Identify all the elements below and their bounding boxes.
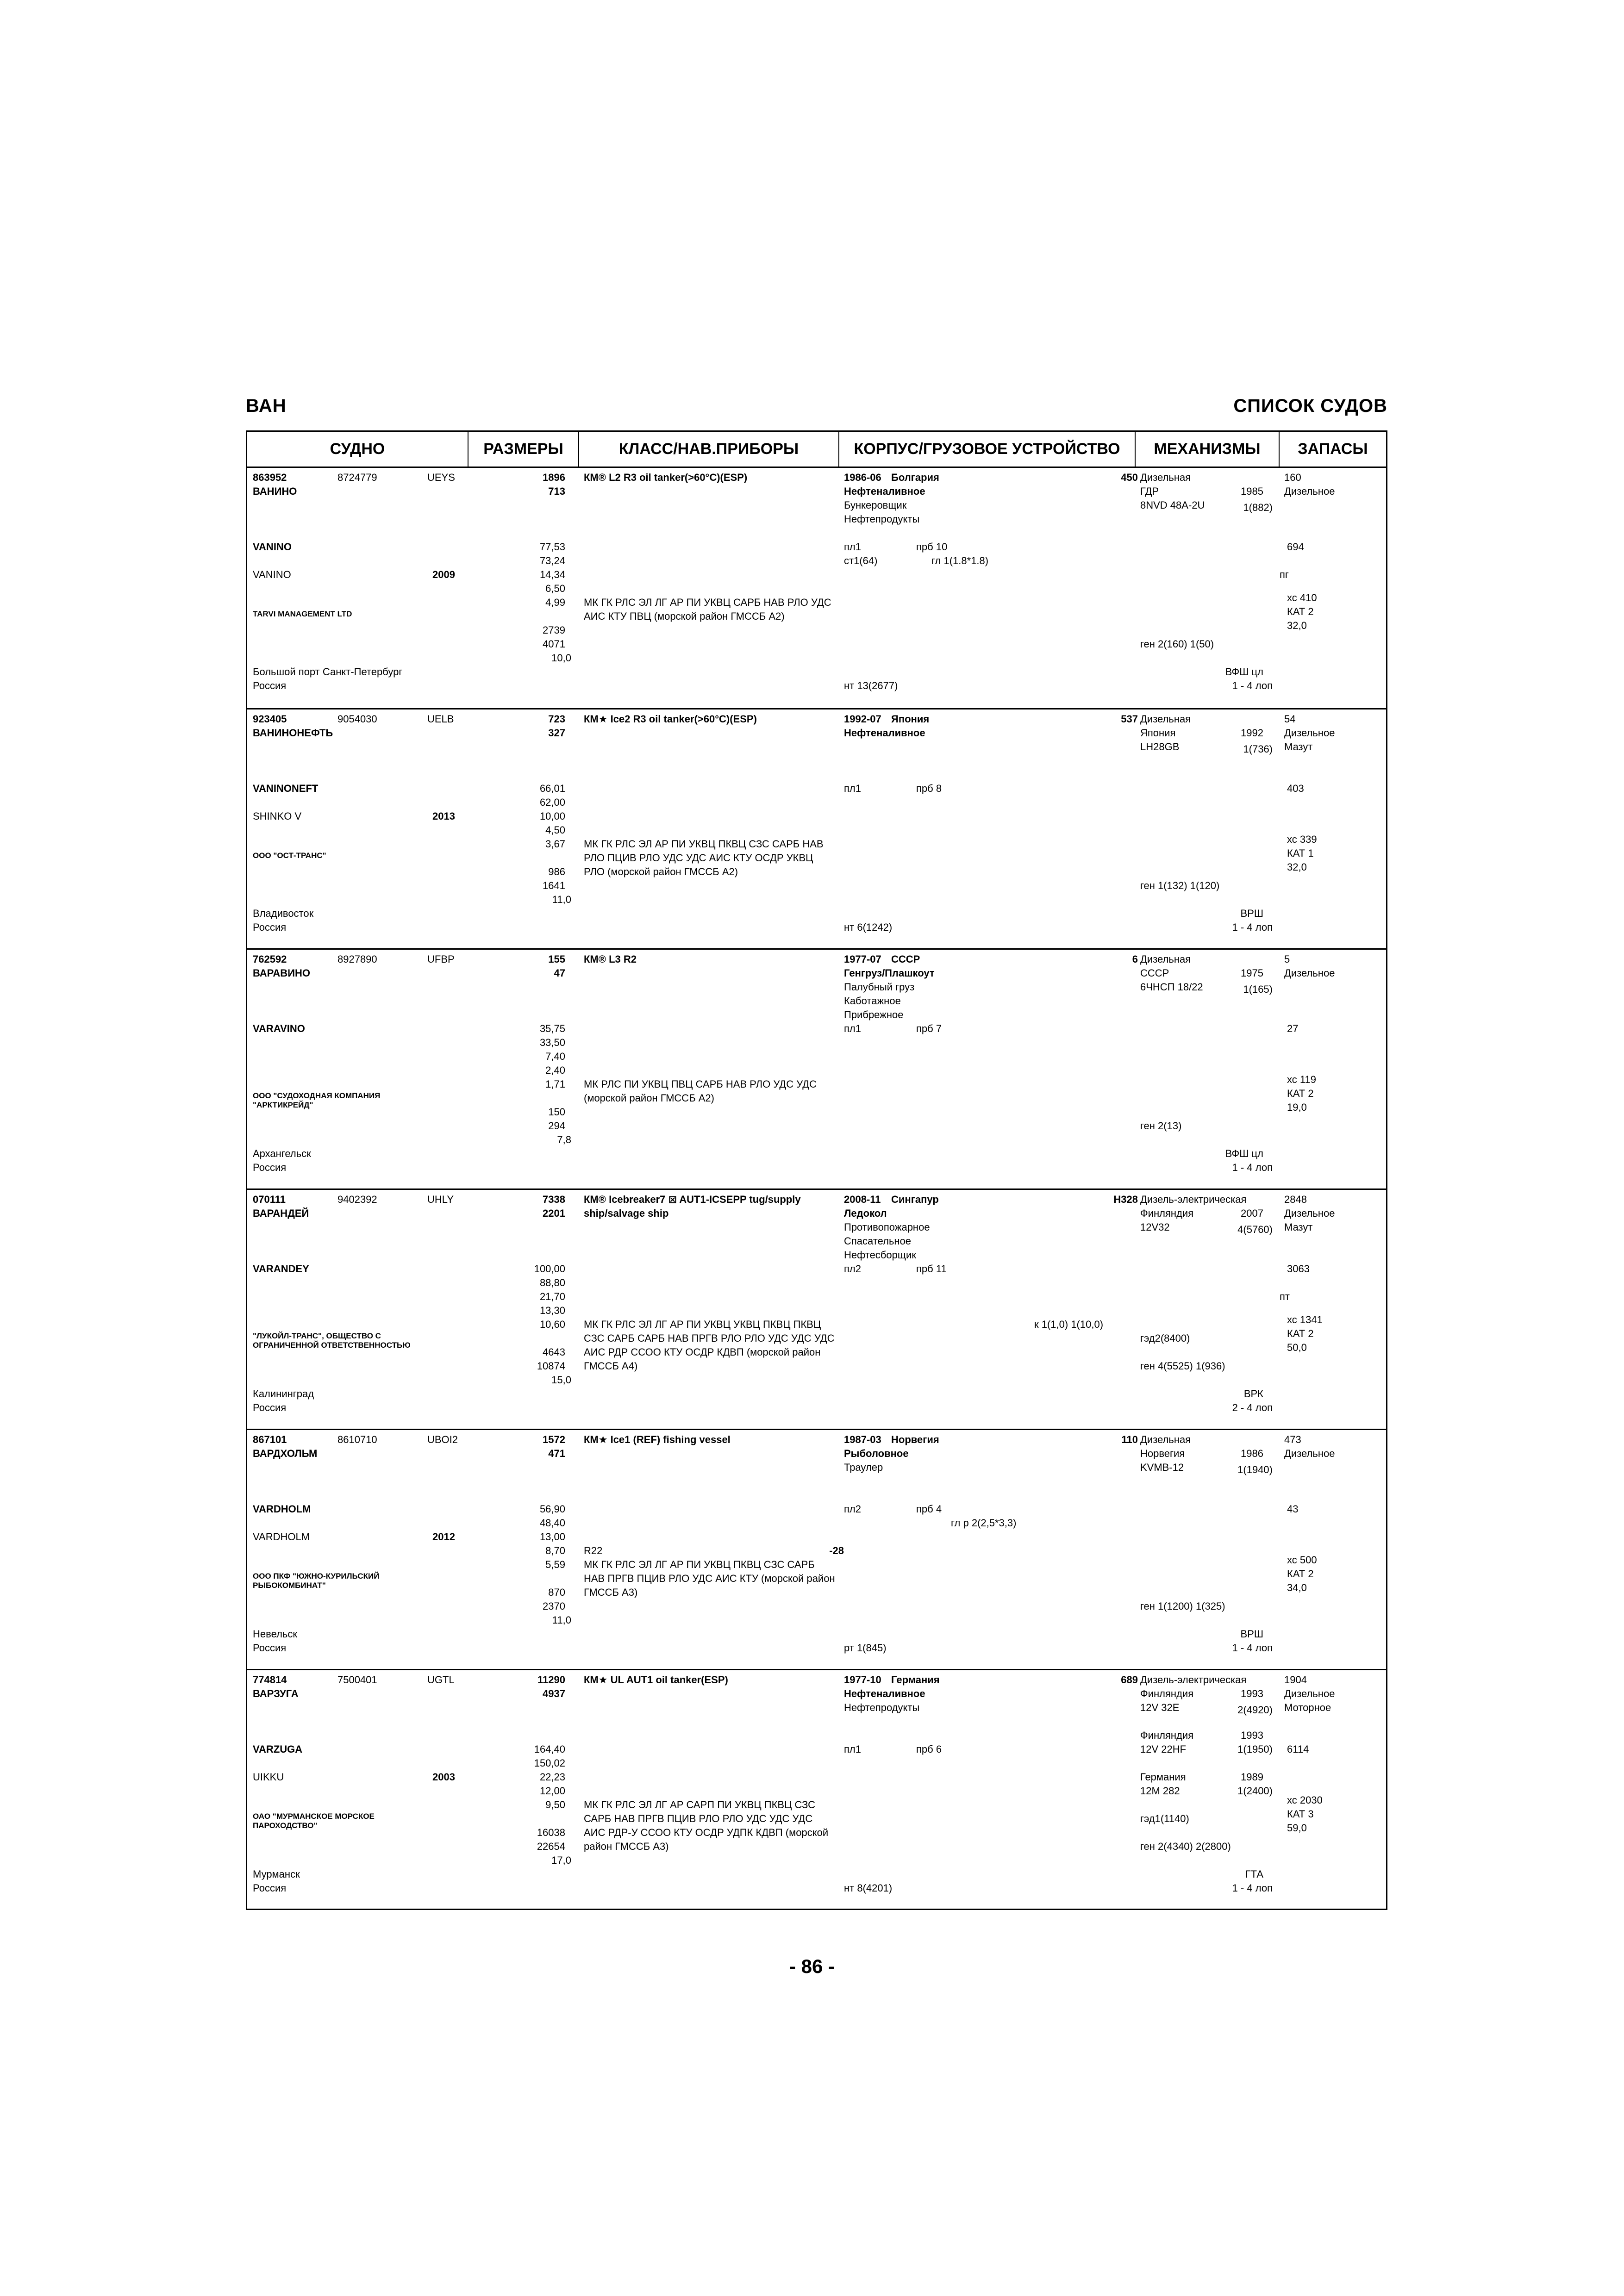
dimension-value: 3,67 [545, 838, 565, 850]
fuel-type: Мазут [1284, 1221, 1313, 1233]
fuel-type: Дизельное [1284, 727, 1335, 739]
engine-power: 1(882) [1243, 502, 1273, 513]
former-name: SHINKO V [253, 810, 302, 822]
gross-tonnage: 155 [548, 953, 565, 965]
build-date: 1977-07 [844, 953, 881, 965]
generators: ген 4(5525) 1(936) [1140, 1360, 1225, 1372]
deadweight-value: 2370 [543, 1600, 565, 1612]
ship-type: Нефтепродукты [844, 1702, 920, 1713]
ship-name-lat: VANINO [253, 541, 292, 553]
col-header-class: КЛАСС/НАВ.ПРИБОРЫ [579, 432, 839, 467]
engine-model: 12V 32E [1140, 1702, 1180, 1713]
col-header-dimensions: РАЗМЕРЫ [468, 432, 579, 467]
ship-name-lat: VARAVINO [253, 1023, 305, 1034]
build-date: 1977-10 [844, 1674, 881, 1686]
flag-country: Россия [253, 1162, 287, 1173]
holds: прб 11 [916, 1263, 947, 1275]
ship-type: Траулер [844, 1462, 883, 1473]
ship-record [247, 1669, 1386, 1909]
class-notation: КМ★ Ice1 (REF) fishing vessel [584, 1434, 731, 1445]
engine-power: 1(1940) [1237, 1464, 1273, 1475]
decks: пл1 [844, 1023, 861, 1034]
engine-year: 1989 [1241, 1771, 1263, 1783]
builder-country: СССР [891, 953, 920, 965]
build-date: 1986-06 [844, 472, 881, 483]
gross-tonnage: 1896 [543, 472, 565, 483]
propeller-blades: 1 - 4 лоп [1232, 1162, 1273, 1173]
dimension-value: 21,70 [539, 1291, 565, 1302]
ship-name-ru: ВАНИНОНЕФТЬ [253, 727, 333, 739]
engine-model: 12M 282 [1140, 1785, 1180, 1797]
net-tonnage: 47 [554, 967, 565, 979]
ship-type: Нефтеналивное [844, 1688, 925, 1699]
builder-country: Германия [891, 1674, 940, 1686]
imo-number: 8610710 [337, 1434, 377, 1445]
dimension-value: 22,23 [539, 1771, 565, 1783]
owner: ОАО "МУРМАНСКОЕ МОРСКОЕ ПАРОХОДСТВО" [253, 1812, 375, 1830]
class-notation: КМ★ UL AUT1 oil tanker(ESP) [584, 1674, 728, 1686]
col-header-reserves: ЗАПАСЫ [1298, 440, 1368, 458]
deadweight-value: 16038 [537, 1827, 565, 1838]
decks: пл1 [844, 541, 861, 553]
water-capacity: 6114 [1287, 1743, 1309, 1755]
engine-country: Финляндия [1140, 1688, 1194, 1699]
builder-country: Норвегия [891, 1434, 939, 1445]
reserve-value: хс 410 [1287, 592, 1317, 604]
imo-number: 9402392 [337, 1194, 377, 1205]
ship-register-table [246, 430, 1387, 1910]
dimension-value: 7,40 [545, 1051, 565, 1062]
dimension-value: 8,70 [545, 1545, 565, 1556]
decks: пл2 [844, 1263, 861, 1275]
engine-model: 6ЧНСП 18/22 [1140, 981, 1203, 993]
dimension-value: 4,99 [545, 597, 565, 608]
reg-number: 923405 [253, 713, 287, 725]
class-notation: КМ® Icebreaker7 ⊠ AUT1-ICSEPP tug/supply ship/salvage ship [584, 1194, 801, 1219]
dimension-value: 14,34 [539, 569, 565, 580]
holds: прб 6 [916, 1743, 942, 1755]
dimension-value: 2,40 [545, 1064, 565, 1076]
engine-power: 1(1950) [1237, 1743, 1273, 1755]
ship-type: Спасательное [844, 1235, 912, 1247]
propeller-blades: 2 - 4 лоп [1232, 1402, 1273, 1413]
ship-type: Ледокол [844, 1207, 887, 1219]
propeller: ВРШ [1240, 1628, 1263, 1640]
fuel-type: Дизельное [1284, 485, 1335, 497]
dimension-value: 77,53 [539, 541, 565, 553]
reserve-value: 32,0 [1287, 861, 1307, 873]
reserve-value: КАТ 3 [1287, 1808, 1314, 1820]
reg-number: 774814 [253, 1674, 287, 1686]
ship-record [247, 708, 1386, 948]
cargo-gear: -28 [829, 1545, 844, 1556]
build-date: 1992-07 [844, 713, 881, 725]
ship-type: Каботажное [844, 995, 901, 1007]
hull-number: 689 [1121, 1674, 1138, 1686]
generators: ген 2(160) 1(50) [1140, 638, 1214, 650]
engine-power: 1(165) [1243, 983, 1273, 995]
propeller: ВФШ цл [1225, 1148, 1263, 1159]
hull-number: 110 [1121, 1434, 1138, 1445]
build-date: 2008-11 [844, 1194, 881, 1205]
water-capacity: 27 [1287, 1023, 1299, 1034]
water-unit: пт [1280, 1291, 1290, 1302]
fuel-type: Моторное [1284, 1702, 1331, 1713]
reserve-value: 19,0 [1287, 1101, 1307, 1113]
deadweight-value: 870 [548, 1587, 565, 1598]
fuel-capacity: 5 [1284, 953, 1290, 965]
engine-year: 1986 [1241, 1448, 1263, 1459]
nav-equipment: МК ГК РЛС ЭЛ ЛГ АР САРП ПИ УКВЦ ПКВЦ СЗС САРБ НАВ ПРГВ ПЦИВ РЛО РЛО УДС УДС УДС АИС РДР-У ССОО КТУ ОСДР УДПК КДВП (морской район ГМССБ А3) [584, 1799, 829, 1852]
speed: 11,0 [552, 1614, 571, 1626]
home-port: Большой порт Санкт-Петербург [253, 666, 403, 678]
reserve-value: КАТ 1 [1287, 847, 1314, 859]
deadweight-value: 2739 [543, 624, 565, 636]
holds: прб 8 [916, 783, 942, 794]
decks: пл1 [844, 783, 861, 794]
reserve-value: хс 500 [1287, 1554, 1317, 1566]
speed: 17,0 [551, 1854, 571, 1866]
ship-name-lat: VANINONEFT [253, 783, 319, 794]
deadweight-value: 150 [548, 1106, 565, 1118]
gross-tonnage: 1572 [543, 1434, 565, 1445]
hull-number: Н328 [1113, 1194, 1138, 1205]
reg-number: 762592 [253, 953, 287, 965]
home-port: Мурманск [253, 1868, 300, 1880]
generators: ген 2(13) [1140, 1120, 1182, 1132]
engine-country: Финляндия [1140, 1730, 1194, 1741]
deadweight-value: 986 [548, 866, 565, 877]
nav-equipment: МК ГК РЛС ЭЛ АР ПИ УКВЦ ПКВЦ СЗС САРБ НАВ РЛО ПЦИВ РЛО УДС УДС АИС КТУ ОСДР УКВЦ РЛО (морской район ГМССБ А2) [584, 838, 824, 877]
engine-model: KVMB-12 [1140, 1462, 1184, 1473]
speed: 7,8 [557, 1134, 571, 1145]
ship-name-ru: ВАРАВИНО [253, 967, 311, 979]
dimension-value: 4,50 [545, 824, 565, 836]
fuel-type: Мазут [1284, 741, 1313, 753]
hull-number: 537 [1121, 713, 1138, 725]
flag-country: Россия [253, 1642, 287, 1654]
propeller: ВРШ [1240, 908, 1263, 919]
hull-number: 6 [1132, 953, 1138, 965]
engine-country: СССР [1140, 967, 1169, 979]
gross-tonnage: 723 [548, 713, 565, 725]
dimension-value: 1,71 [545, 1078, 565, 1090]
flag-country: Россия [253, 680, 287, 691]
engine-type: Дизельная [1140, 953, 1191, 965]
class-notation: КМ® L3 R2 [584, 953, 637, 965]
class-notation: КМ® L2 R3 oil tanker(>60°C)(ESP) [584, 472, 748, 483]
dimension-value: 13,00 [539, 1531, 565, 1543]
imo-number: 7500401 [337, 1674, 377, 1686]
reserve-value: хс 339 [1287, 834, 1317, 845]
engine-type: Дизель-электрическая [1140, 1674, 1247, 1686]
engine-model: 8NVD 48A-2U [1140, 499, 1205, 511]
build-date: 1987-03 [844, 1434, 881, 1445]
deck-extra: ст1(64) [844, 555, 878, 566]
reserve-value: 32,0 [1287, 620, 1307, 631]
ship-type: Нефтеналивное [844, 485, 925, 497]
propeller: ВРК [1243, 1388, 1263, 1400]
page-number: - 86 - [789, 1955, 835, 1977]
home-port: Невельск [253, 1628, 297, 1640]
propeller-blades: 1 - 4 лоп [1232, 680, 1273, 691]
fuel-type: Дизельное [1284, 1688, 1335, 1699]
nav-equipment: МК ГК РЛС ЭЛ ЛГ АР ПИ УКВЦ САРБ НАВ РЛО УДС АИС КТУ ПВЦ (морской район ГМССБ А2) [584, 597, 831, 622]
ship-name-ru: ВАНИНО [253, 485, 297, 497]
reserve-value: 34,0 [1287, 1582, 1307, 1593]
ship-record [247, 1429, 1386, 1669]
dimension-value: 35,75 [539, 1023, 565, 1034]
owner: ООО ПКФ "ЮЖНО-КУРИЛЬСКИЙ РЫБОКОМБИНАТ" [253, 1572, 380, 1590]
engine-year: 1993 [1241, 1730, 1263, 1741]
engine-model: LH28GB [1140, 741, 1180, 753]
tonnage-note: рт 1(845) [844, 1642, 887, 1654]
fuel-capacity: 473 [1284, 1434, 1301, 1445]
ship-type: Бункеровщик [844, 499, 907, 511]
nav-equipment: МК ГК РЛС ЭЛ ЛГ АР ПИ УКВЦ ПКВЦ СЗС САРБ НАВ ПРГВ ПЦИВ РЛО УДС АИС КТУ (морской район ГМССБ А3) [584, 1559, 835, 1598]
home-port: Архангельск [253, 1148, 311, 1159]
engine-year: 1993 [1241, 1688, 1263, 1699]
call-sign: UEYS [427, 472, 455, 483]
hatches: гл 1(1.8*1.8) [931, 555, 989, 566]
engine-model: 12V32 [1140, 1221, 1170, 1233]
reserve-value: 50,0 [1287, 1342, 1307, 1353]
speed: 15,0 [551, 1374, 571, 1386]
call-sign: UFBP [427, 953, 455, 965]
imo-number: 8927890 [337, 953, 377, 965]
ship-type: Прибрежное [844, 1009, 904, 1020]
deadweight-value: 22654 [537, 1841, 565, 1852]
engine-type: Дизельная [1140, 1434, 1191, 1445]
tonnage-note: нт 8(4201) [844, 1882, 893, 1894]
engine-country: Финляндия [1140, 1207, 1194, 1219]
dimension-value: 66,01 [539, 783, 565, 794]
water-unit: пг [1280, 569, 1289, 580]
deadweight-value: 4643 [543, 1346, 565, 1358]
engine-power: 1(736) [1243, 743, 1273, 755]
reg-number: 863952 [253, 472, 287, 483]
ship-name-lat: VARZUGA [253, 1743, 303, 1755]
owner: ООО "ОСТ-ТРАНС" [253, 851, 326, 860]
dimension-value: 100,00 [534, 1263, 565, 1275]
engine-power: 2(4920) [1237, 1704, 1273, 1716]
fuel-type: Дизельное [1284, 1448, 1335, 1459]
propeller-blades: 1 - 4 лоп [1232, 1882, 1273, 1894]
builder-country: Болгария [891, 472, 939, 483]
generators: ген 1(1200) 1(325) [1140, 1600, 1225, 1612]
water-capacity: 403 [1287, 783, 1304, 794]
engine-country: ГДР [1140, 485, 1159, 497]
tonnage-note: нт 13(2677) [844, 680, 898, 691]
rename-year: 2013 [432, 810, 455, 822]
generators: ген 1(132) 1(120) [1140, 880, 1220, 891]
ship-record [247, 468, 1386, 708]
engine-type: Дизель-электрическая [1140, 1194, 1247, 1205]
reserve-value: КАТ 2 [1287, 1088, 1314, 1099]
net-tonnage: 713 [548, 485, 565, 497]
owner: TARVI MANAGEMENT LTD [253, 610, 352, 618]
fuel-capacity: 1904 [1284, 1674, 1307, 1686]
col-header-hull: КОРПУС/ГРУЗОВОЕ УСТРОЙСТВО [839, 432, 1136, 467]
dimension-value: 164,40 [534, 1743, 565, 1755]
ship-name-lat: VARDHOLM [253, 1503, 311, 1515]
propeller-blades: 1 - 4 лоп [1232, 921, 1273, 933]
former-name: UIKKU [253, 1771, 284, 1783]
engine-year: 1975 [1241, 967, 1263, 979]
owner: ООО "СУДОХОДНАЯ КОМПАНИЯ "АРКТИКРЕЙД" [253, 1091, 381, 1109]
reg-number: 867101 [253, 1434, 287, 1445]
nav-equipment: МК ГК РЛС ЭЛ ЛГ АР ПИ УКВЦ УКВЦ ПКВЦ ПКВЦ СЗС САРБ САРБ НАВ ПРГВ РЛО РЛО УДС УДС УДС АИС РДР ССОО КТУ ОСДР КДВП (морской район ГМССБ А4) [584, 1319, 835, 1372]
engine-power: 4(5760) [1237, 1224, 1273, 1235]
rename-year: 2009 [432, 569, 455, 580]
deadweight-value: 294 [548, 1120, 565, 1132]
rename-year: 2003 [432, 1771, 455, 1783]
dimension-value: 56,90 [539, 1503, 565, 1515]
fuel-capacity: 160 [1284, 472, 1301, 483]
decks: пл1 [844, 1743, 861, 1755]
dimension-value: 33,50 [539, 1037, 565, 1048]
reserve-value: КАТ 2 [1287, 606, 1314, 617]
reserve-value: 59,0 [1287, 1822, 1307, 1834]
speed: 10,0 [551, 652, 571, 664]
fuel-capacity: 2848 [1284, 1194, 1307, 1205]
ship-type: Нефтеналивное [844, 727, 925, 739]
engine-year: 2007 [1241, 1207, 1263, 1219]
header-right: СПИСОК СУДОВ [1233, 396, 1387, 416]
dimension-value: 6,50 [545, 583, 565, 594]
engine-type: Дизельная [1140, 713, 1191, 725]
ship-type: Палубный груз [844, 981, 915, 993]
propeller-blades: 1 - 4 лоп [1232, 1642, 1273, 1654]
reserve-value: хс 119 [1287, 1074, 1316, 1085]
call-sign: UHLY [427, 1194, 454, 1205]
propeller: ВФШ цл [1225, 666, 1263, 678]
water-capacity: 3063 [1287, 1263, 1310, 1275]
reserve-value: КАТ 2 [1287, 1328, 1314, 1339]
engine-power: 1(2400) [1237, 1785, 1273, 1797]
water-capacity: 43 [1287, 1503, 1299, 1515]
rename-year: 2012 [432, 1531, 455, 1543]
builder-country: Япония [891, 713, 930, 725]
dimension-value: 62,00 [539, 796, 565, 808]
dimension-value: 150,02 [534, 1757, 565, 1769]
call-sign: UELB [427, 713, 454, 725]
net-tonnage: 471 [548, 1448, 565, 1459]
col-header-ship: СУДНО [247, 432, 468, 467]
ship-type: Генгруз/Плашкоут [844, 967, 935, 979]
dimension-value: 73,24 [539, 555, 565, 566]
builder-country: Сингапур [891, 1194, 939, 1205]
home-port: Калининград [253, 1388, 314, 1400]
ship-type: Нефтесборщик [844, 1249, 916, 1261]
former-name: VANINO [253, 569, 291, 580]
dimension-value: 48,40 [539, 1517, 565, 1529]
holds: прб 7 [916, 1023, 942, 1034]
net-tonnage: 327 [548, 727, 565, 739]
reg-number: 070111 [253, 1194, 286, 1205]
imo-number: 9054030 [337, 713, 377, 725]
ship-name-ru: ВАРАНДЕЙ [253, 1207, 309, 1219]
gross-tonnage: 11290 [537, 1674, 565, 1686]
gross-tonnage: 7338 [543, 1194, 565, 1205]
hull-number: 450 [1121, 472, 1138, 483]
call-sign: UBOI2 [427, 1434, 458, 1445]
cargo-gear: к 1(1,0) 1(10,0) [1034, 1319, 1104, 1330]
deadweight-value: 4071 [543, 638, 565, 650]
ship-type: Рыболовное [844, 1448, 909, 1459]
fuel-type: Дизельное [1284, 967, 1335, 979]
ship-name-ru: ВАРДХОЛЬМ [253, 1448, 318, 1459]
imo-number: 8724779 [337, 472, 377, 483]
former-name: VARDHOLM [253, 1531, 310, 1543]
dimension-value: 10,60 [539, 1319, 565, 1330]
generators: гэд1(1140) [1140, 1813, 1189, 1824]
reserve-value: КАТ 2 [1287, 1568, 1314, 1580]
engine-country: Германия [1140, 1771, 1186, 1783]
propeller: ГТА [1245, 1868, 1263, 1880]
dimension-value: 88,80 [539, 1277, 565, 1288]
net-tonnage: 2201 [543, 1207, 565, 1219]
holds: прб 10 [916, 541, 948, 553]
ship-name-ru: ВАРЗУГА [253, 1688, 299, 1699]
flag-country: Россия [253, 1882, 287, 1894]
hatches: гл р 2(2,5*3,3) [951, 1517, 1017, 1529]
engine-model: 12V 22HF [1140, 1743, 1187, 1755]
tonnage-note: нт 6(1242) [844, 921, 893, 933]
fuel-capacity: 54 [1284, 713, 1296, 725]
generators: гэд2(8400) [1140, 1332, 1190, 1344]
class-note: R22 [584, 1545, 603, 1556]
dimension-value: 12,00 [539, 1785, 565, 1797]
dimension-value: 10,00 [539, 810, 565, 822]
deadweight-value: 10874 [537, 1360, 565, 1372]
col-header-machinery: МЕХАНИЗМЫ [1136, 432, 1280, 467]
class-notation: КМ★ Ice2 R3 oil tanker(>60°C)(ESP) [584, 713, 757, 725]
flag-country: Россия [253, 921, 287, 933]
ship-record [247, 948, 1386, 1188]
engine-year: 1992 [1241, 727, 1263, 739]
holds: прб 4 [916, 1503, 942, 1515]
ship-name-lat: VARANDEY [253, 1263, 309, 1275]
generators: ген 2(4340) 2(2800) [1140, 1841, 1231, 1852]
engine-country: Норвегия [1140, 1448, 1185, 1459]
deadweight-value: 1641 [543, 880, 565, 891]
dimension-value: 13,30 [539, 1305, 565, 1316]
dimension-value: 9,50 [545, 1799, 565, 1811]
reserve-value: хс 1341 [1287, 1314, 1323, 1325]
dimension-value: 5,59 [545, 1559, 565, 1570]
speed: 11,0 [552, 894, 571, 905]
water-capacity: 694 [1287, 541, 1304, 553]
flag-country: Россия [253, 1402, 287, 1413]
reserve-value: хс 2030 [1287, 1794, 1323, 1806]
engine-year: 1985 [1241, 485, 1263, 497]
ship-type: Нефтепродукты [844, 513, 920, 525]
ship-record [247, 1188, 1386, 1429]
call-sign: UGTL [427, 1674, 455, 1686]
decks: пл2 [844, 1503, 861, 1515]
ship-type: Противопожарное [844, 1221, 930, 1233]
owner: "ЛУКОЙЛ-ТРАНС", ОБЩЕСТВО С ОГРАНИЧЕННОЙ ОТВЕТСТВЕННОСТЬЮ [253, 1332, 411, 1350]
fuel-type: Дизельное [1284, 1207, 1335, 1219]
engine-type: Дизельная [1140, 472, 1191, 483]
net-tonnage: 4937 [543, 1688, 565, 1699]
engine-country: Япония [1140, 727, 1176, 739]
header-left: ВАН [246, 396, 287, 416]
home-port: Владивосток [253, 908, 314, 919]
nav-equipment: МК РЛС ПИ УКВЦ ПВЦ САРБ НАВ РЛО УДС УДС (морской район ГМССБ А2) [584, 1078, 817, 1104]
